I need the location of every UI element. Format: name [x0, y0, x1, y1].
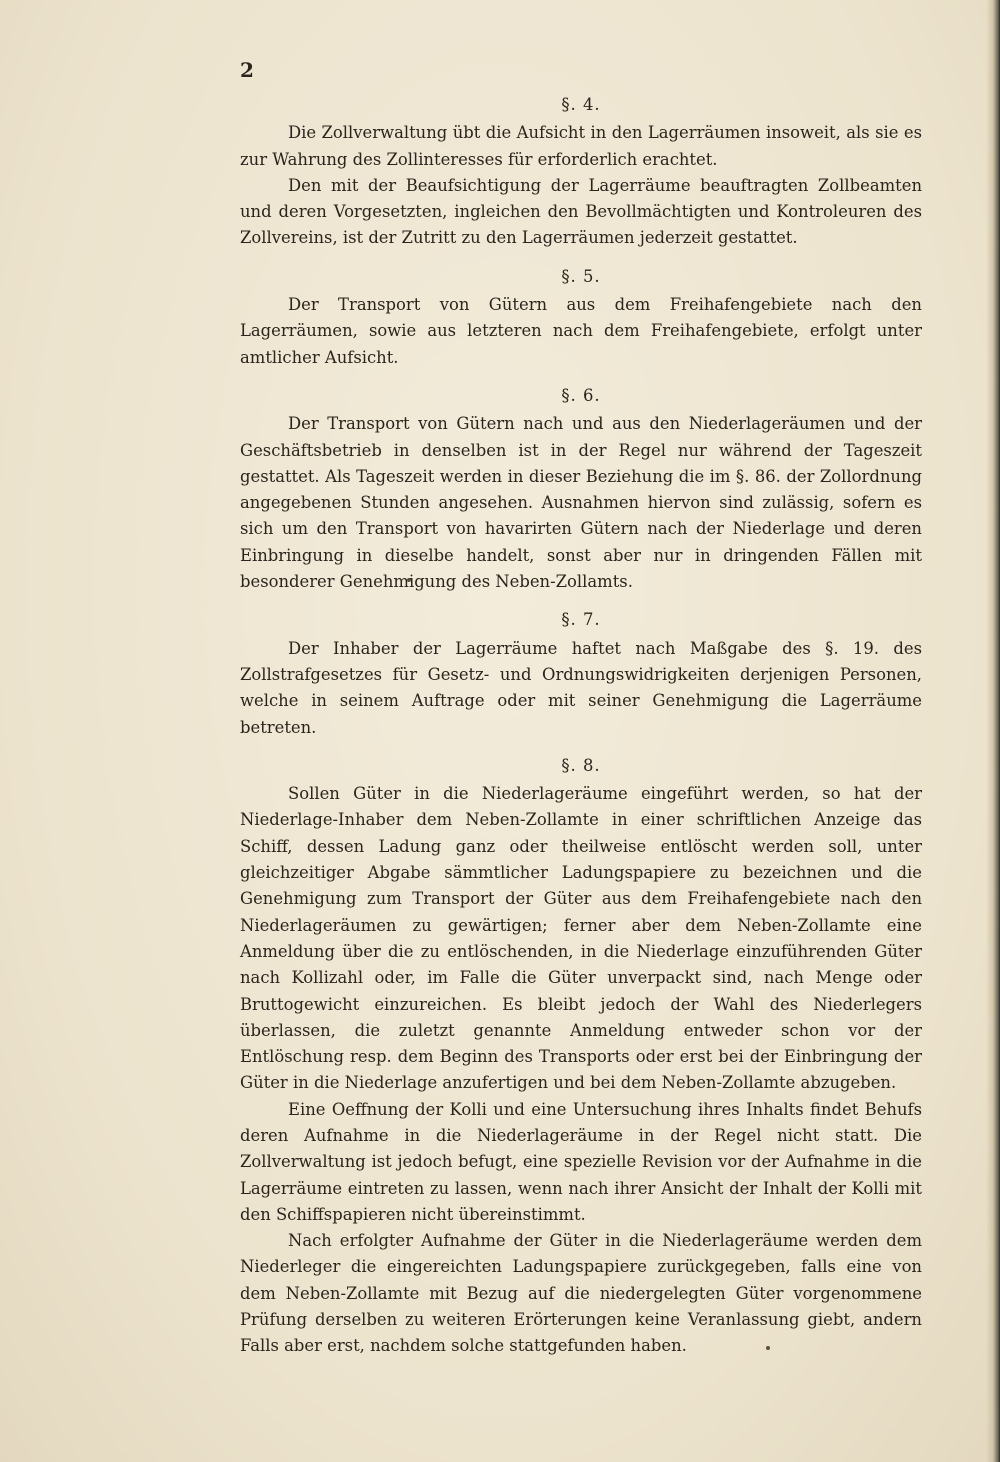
- section-heading-6: §. 6.: [561, 385, 601, 405]
- section-heading-4: §. 4.: [561, 95, 601, 114]
- paragraph: Den mit der Beaufsichtigung der Lagerräume beauftragten Zollbeamten und deren Vorgesetzten, ingleichen den Bevollmächtigten und Kontroleuren des Zollvereins, ist der Zutritt zu den Lagerräumen jederzeit gestattet.: [240, 175, 922, 248]
- page-edge-shadow: [986, 0, 1000, 1462]
- section-heading-5: §. 5.: [561, 266, 601, 286]
- page-number: 2: [240, 58, 254, 82]
- document-body: [240, 92, 922, 1360]
- section-heading-7: §. 7.: [561, 610, 601, 630]
- paragraph: Der Transport von Gütern nach und aus den Niederlageräumen und der Geschäftsbetrieb in denselben ist in der Regel nur während der Tageszeit gestattet. Als Tageszeit werden in dieser Beziehung die im §. 86. der Zollordnung angegebenen Stunden angesehen. Ausnahmen hiervon sind zulässig, sofern es sich um den Transport von havarirten Gütern nach der Niederlage und deren Einbringung in dieselbe handelt, sonst aber nur in dringenden Fällen mit besonderer Genehmigung des Neben-Zollamts.: [240, 414, 922, 592]
- paragraph: Der Transport von Gütern aus dem Freihafengebiete nach den Lagerräumen, sowie aus letzteren nach dem Freihafengebiete, erfolgt unter amtlicher Aufsicht.: [240, 295, 922, 367]
- paragraph: Die Zollverwaltung übt die Aufsicht in den Lagerräumen insoweit, als sie es zur Wahrung des Zollinteresses für erforderlich erachtet.: [240, 123, 922, 169]
- paragraph: Nach erfolgter Aufnahme der Güter in die Niederlageräume werden dem Niederleger die eingereichten Ladungspapiere zurückgegeben, falls eine von dem Neben-Zollamte mit Bezug auf die niedergelegten Güter vorgenommene Prüfung derselben zu weiteren Erörterungen keine Veranlassung giebt, andern Falls aber erst, nachdem solche stattgefunden haben.: [240, 1231, 922, 1356]
- section-heading-8: §. 8.: [561, 755, 601, 775]
- paragraph: Eine Oeffnung der Kolli und eine Untersuchung ihres Inhalts findet Behufs deren Aufnahme in die Niederlageräume in der Regel nicht statt. Die Zollverwaltung ist jedoch befugt, eine spezielle Revision vor der Aufnahme in die Lagerräume eintreten zu lassen, wenn nach ihrer Ansicht der Inhalt der Kolli mit den Schiffspapieren nicht übereinstimmt.: [240, 1099, 922, 1224]
- paragraph: Sollen Güter in die Niederlageräume eingeführt werden, so hat der Niederlage-Inhaber dem Neben-Zollamte in einer schriftlichen Anzeige das Schiff, dessen Ladung ganz oder theilweise entlöscht werden soll, unter gleichzeitiger Abgabe sämmtlicher Ladungspapiere zu bezeichnen und die Genehmigung zum Transport der Güter aus dem Freihafengebiete nach den Niederlageräumen zu gewärtigen; ferner aber dem Neben-Zollamte eine Anmeldung über die zu entlöschenden, in die Niederlage einzuführenden Güter nach Kollizahl oder, im Falle die Güter unverpackt sind, nach Menge oder Bruttogewicht einzureichen. Es bleibt jedoch der Wahl des Niederlegers überlassen, die zuletzt genannte Anmeldung entweder schon vor der Entlöschung resp. dem Beginn des Transports oder erst bei der Einbringung der Güter in die Niederlage anzufertigen und bei dem Neben-Zollamte abzugeben.: [240, 784, 922, 1093]
- paragraph: Der Inhaber der Lagerräume haftet nach Maßgabe des §. 19. des Zollstrafgesetzes für Gesetz- und Ordnungswidrigkeiten derjenigen Personen, welche in seinem Auftrage oder mit seiner Genehmigung die Lagerräume betreten.: [240, 638, 922, 737]
